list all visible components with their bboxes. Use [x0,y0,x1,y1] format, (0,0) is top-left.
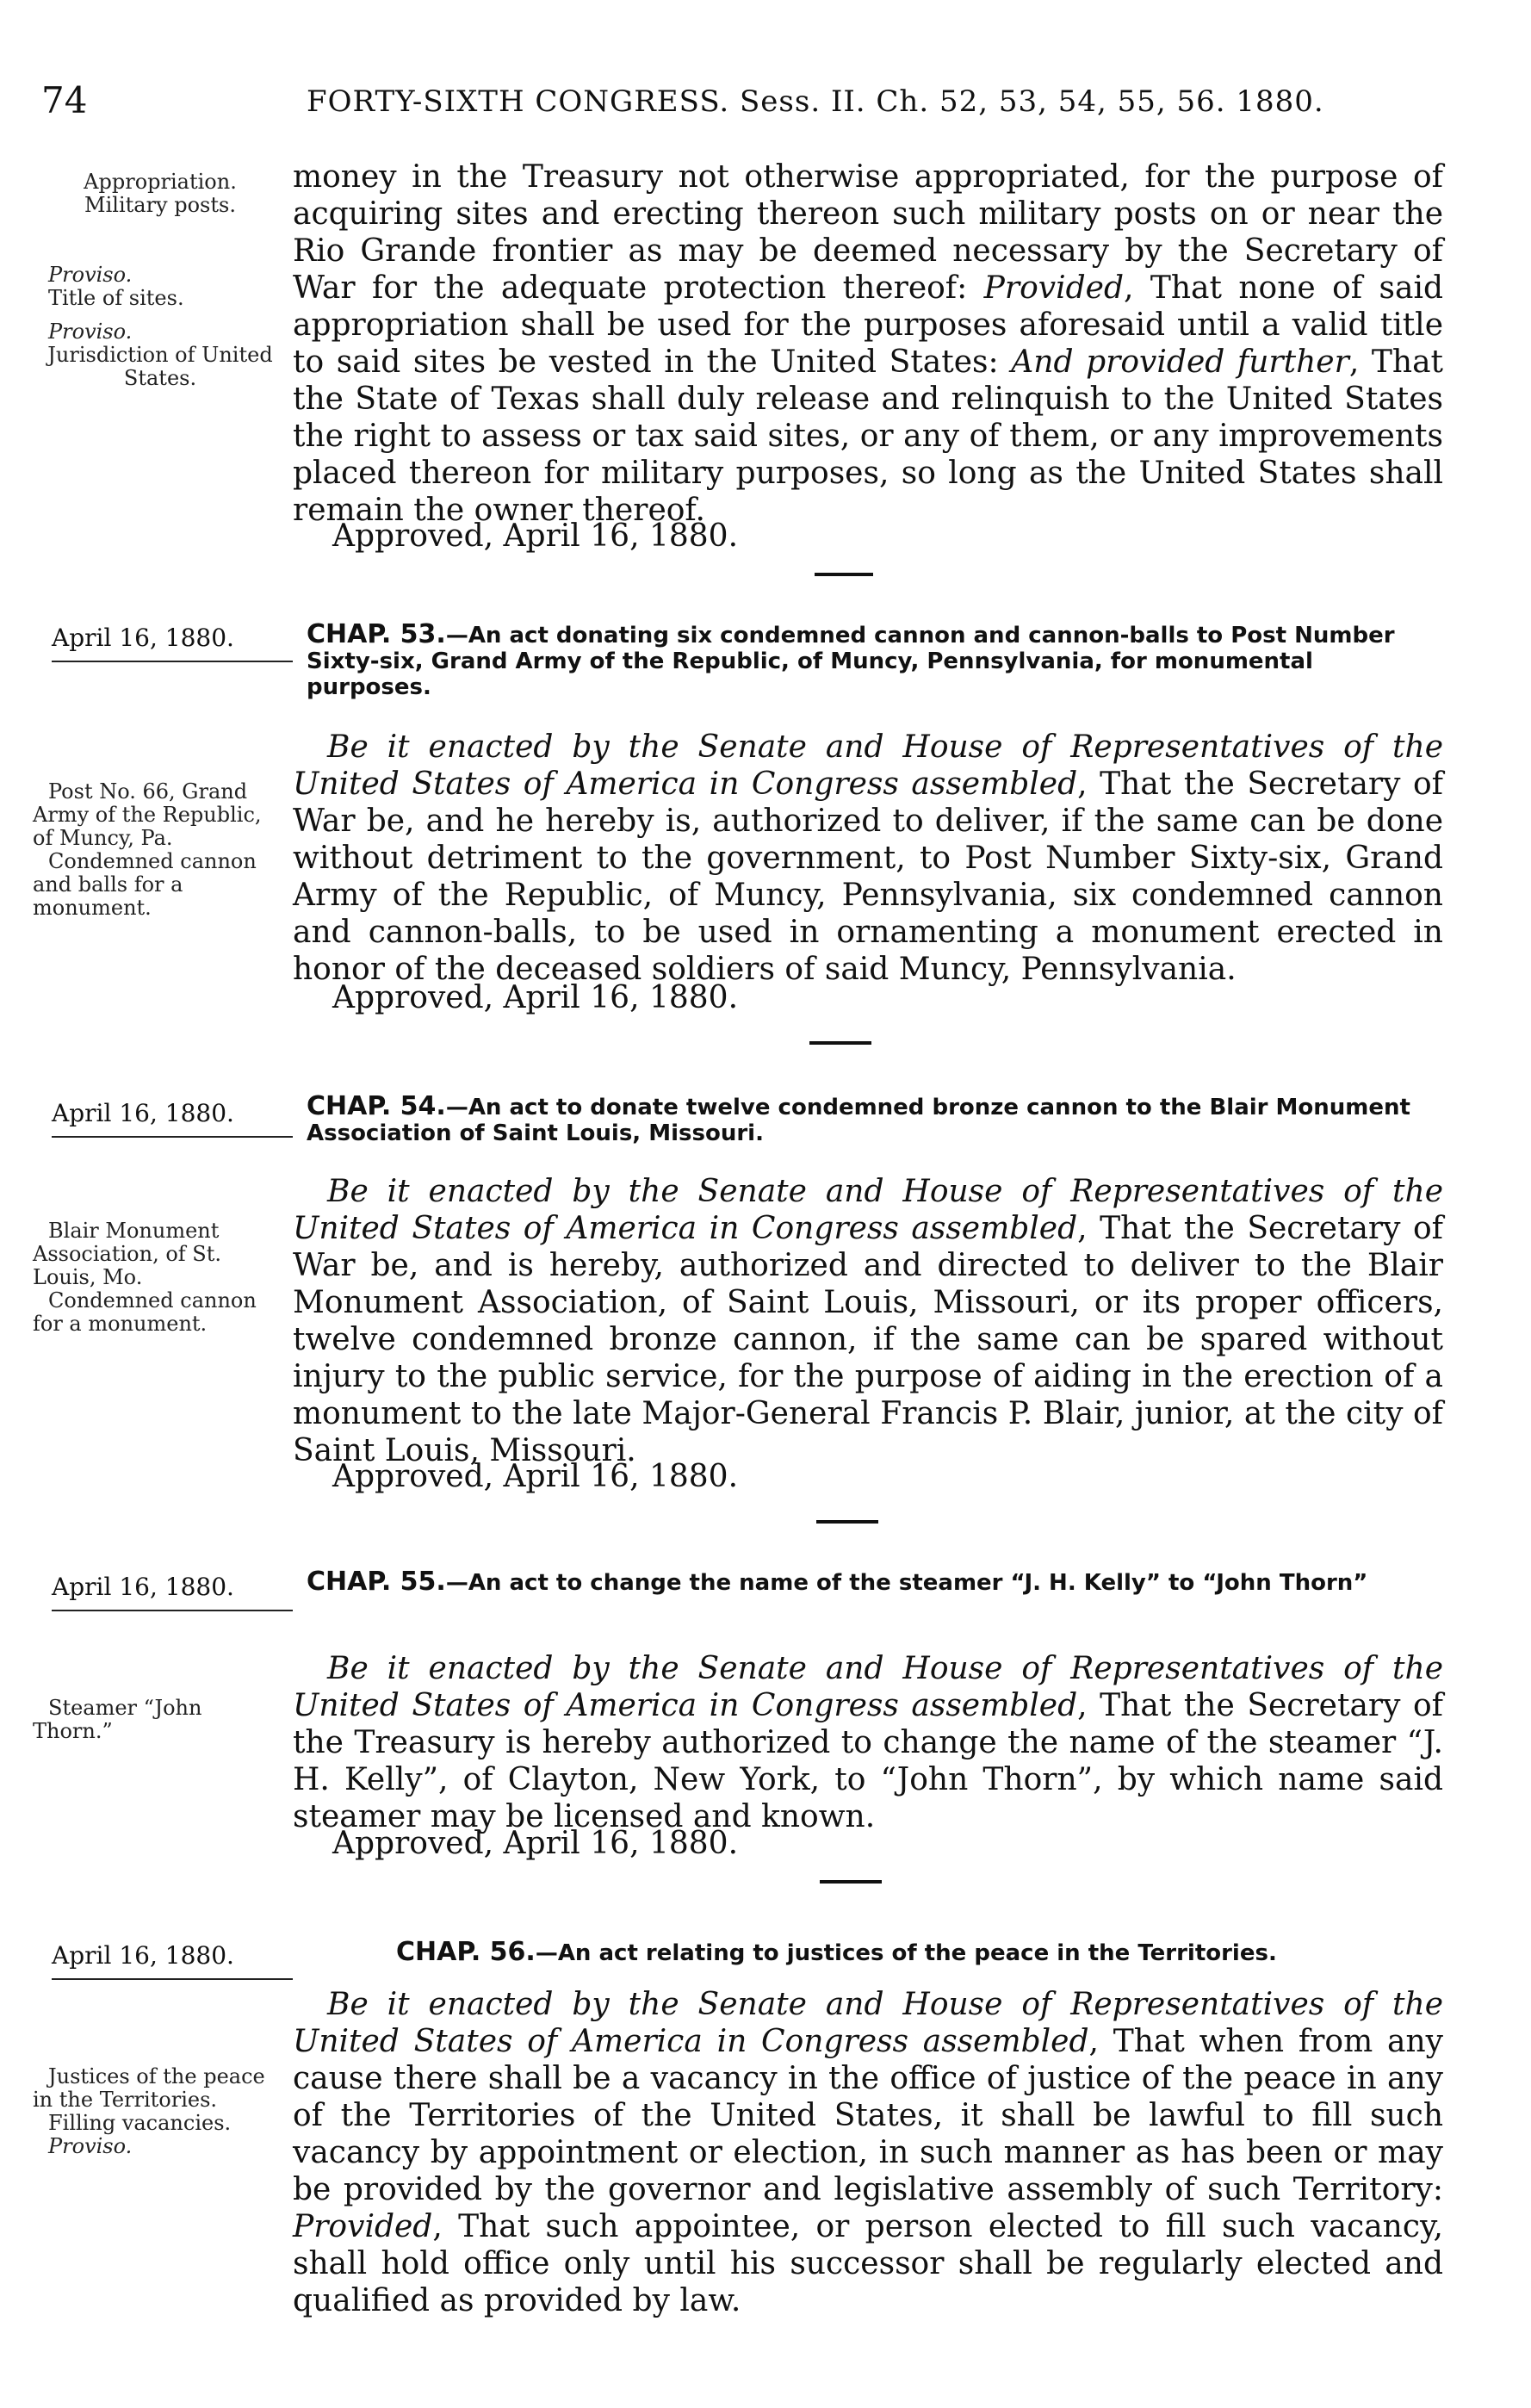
ch53-approved: Approved, April 16, 1880. [332,980,739,1015]
ch55-chapter-heading [307,1569,1443,1596]
margin-note: Title of sites. [48,286,184,310]
ch53-paragraph: Be it enacted by the Senate and House of Representatives of the United States of America in Congress assembled, That the Secretary of War be, and he hereby is, authorized to deliver, if the same can be done without detriment to the government, to Post Number Sixty-six, Grand Army of the Republic, of Muncy, Pennsylvania, six condemned cannon and cannon-balls, to be used in ornamenting a monument erected in honor of the deceased soldiers of said Muncy, Pennsylvania. [293,729,1443,987]
ch54-dateline: April 16, 1880. [52,1099,293,1138]
ch56-paragraph: Be it enacted by the Senate and House of Representatives of the United States of America in Congress assembled, That when from any cause there shall be a vacancy in the office of justice of the peace in any of the Territories of the United States, it shall be lawful to fill such vacancy by appointment or election, in such manner as has been or may be provided by the governor and legislative assembly of such Territory: Provided, That such appointee, or person elected to fill such vacancy, shall hold office only until his successor shall be regularly elected and qualified as provided by law. [293,1987,1443,2318]
ch53-margin-notes [33,780,288,920]
section-rule [816,1520,878,1524]
ch53-body [293,729,1443,988]
margin-note: Blair Monument Association, of St. Louis, Mo. [33,1219,221,1289]
ch54-body [293,1173,1443,1469]
margin-note: Filling vacancies. [48,2111,232,2135]
ch53-chapter-heading [307,619,1443,700]
ch56-margin-notes [33,2065,288,2158]
ch52-paragraph: money in the Treasury not otherwise appropriated, for the purpose of acquiring sites and erecting thereon such military posts on or near the Rio Grande frontier as may be deemed necessary by the Secretary of War for the adequate protection thereof: Provided, That none of said appropriation shall be used for the purposes aforesaid until a valid title to said sites be vested in the United States: And provided further, That the State of Texas shall duly release and relinquish to the United States the right to assess or tax said sites, or any of them, or any improvements placed thereon for military purposes, so long as the United States shall remain the owner thereof. [293,159,1444,528]
margin-note: Post No. 66, Grand Army of the Republic, of Muncy, Pa. [33,779,262,850]
ch54-approved: Approved, April 16, 1880. [332,1459,739,1494]
section-rule [809,1041,871,1045]
chapter-title: —An act relating to justices of the peace in the Territories. [535,1940,1277,1966]
margin-note: Proviso. [48,2134,133,2158]
enacting-clause: Be it enacted by the Senate and House of Representatives of the United States of America in Congress assembled [293,1174,1443,1246]
ch55-body [293,1650,1443,1835]
ch55-dateline: April 16, 1880. [52,1573,293,1611]
ch55-approved: Approved, April 16, 1880. [332,1826,739,1861]
chapter-label: CHAP. 53. [307,619,446,649]
margin-note: Proviso. [48,263,133,287]
chapter-title: —An act to change the name of the steamer “J. H. Kelly” to “John Thorn” [445,1570,1368,1596]
section-rule [815,573,873,576]
ch54-margin-notes [33,1220,288,1336]
ch55-margin-notes [33,1697,288,1743]
margin-note: Condemned cannon and balls for a monument. [33,849,257,920]
margin-note: Military posts. [84,193,236,217]
margin-note: Justices of the peace in the Territories. [33,2064,265,2112]
ch52-body [293,158,1443,529]
ch52-margin-notes [33,171,288,390]
chapter-label: CHAP. 54. [307,1091,446,1121]
margin-note: Condemned cannon for a monument. [33,1288,257,1336]
ch54-chapter-heading [307,1091,1443,1146]
ch52-approved: Approved, April 16, 1880. [332,518,739,554]
chapter-title: —An act donating six condemned cannon and cannon-balls to Post Number Sixty-six, Grand Army of the Republic, of Muncy, Pennsylvania, for monumental purposes. [307,623,1395,700]
enacting-clause: Be it enacted by the Senate and House of Representatives of the United States of America in Congress assembled [293,729,1443,802]
ch53-dateline: April 16, 1880. [52,624,293,662]
margin-note: Proviso. [48,320,133,344]
ch55-paragraph: Be it enacted by the Senate and House of Representatives of the United States of America in Congress assembled, That the Secretary of the Treasury is hereby authorized to change the name of the steamer “J. H. Kelly”, of Clayton, New York, to “John Thorn”, by which name said steamer may be licensed and known. [293,1651,1443,1834]
ch56-chapter-heading [396,1939,1531,1966]
section-rule [820,1880,882,1884]
ch54-paragraph: Be it enacted by the Senate and House of Representatives of the United States of America in Congress assembled, That the Secretary of War be, and is hereby, authorized and directed to deliver to the Blair Monument Association, of Saint Louis, Missouri, or its proper officers, twelve condemned bronze cannon, if the same can be spared without injury to the public service, for the purpose of aiding in the erection of a monument to the late Major-General Francis P. Blair, junior, at the city of Saint Louis, Missouri. [293,1174,1443,1468]
margin-note: Jurisdiction of United States. [47,343,273,390]
running-title: FORTY-SIXTH CONGRESS. Sess. II. Ch. 52, 53, 54, 55, 56. 1880. [307,84,1324,119]
running-header [41,79,1445,122]
enacting-clause: Be it enacted by the Senate and House of Representatives of the United States of America in Congress assembled [293,1987,1443,2059]
chapter-label: CHAP. 55. [307,1567,446,1597]
margin-note: Steamer “John Thorn.” [33,1696,202,1743]
enacting-clause: Be it enacted by the Senate and House of Representatives of the United States of America in Congress assembled [293,1651,1443,1723]
chapter-label: CHAP. 56. [396,1937,536,1967]
chapter-title: —An act to donate twelve condemned bronze cannon to the Blair Monument Association of Saint Louis, Missouri. [307,1095,1410,1146]
ch56-dateline: April 16, 1880. [52,1941,293,1980]
ch56-body [293,1986,1443,2319]
margin-note: Appropriation. [84,170,237,194]
page-number: 74 [41,79,88,121]
